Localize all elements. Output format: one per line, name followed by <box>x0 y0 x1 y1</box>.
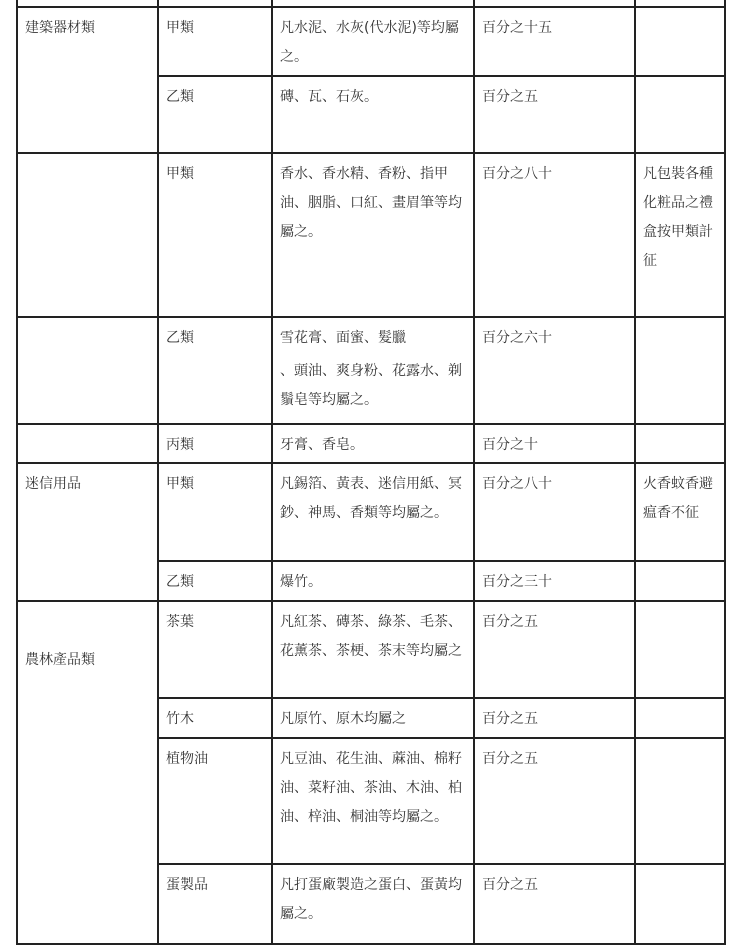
note-cell <box>635 317 725 424</box>
description-cell: 凡原竹、原木均屬之 <box>272 698 474 738</box>
rate-cell <box>474 0 635 7</box>
category-cell <box>17 0 158 7</box>
description-line: 雪花膏、面蜜、髮臘 <box>280 330 406 346</box>
subclass-cell: 乙類 <box>158 561 272 601</box>
note-cell <box>635 601 725 698</box>
category-label: 農林產品類 <box>25 652 95 668</box>
note-cell <box>635 76 725 153</box>
rate-cell: 百分之十 <box>474 424 635 463</box>
rate-cell: 百分之六十 <box>474 317 635 424</box>
rate-cell: 百分之三十 <box>474 561 635 601</box>
note-cell: 凡包裝各種化粧品之禮盒按甲類計征 <box>635 153 725 317</box>
note-cell <box>635 561 725 601</box>
table-row <box>17 424 725 463</box>
note-cell <box>635 698 725 738</box>
category-cell: 建築器材類 <box>17 7 158 153</box>
tax-rate-table <box>16 0 726 945</box>
category-cell: 迷信用品 <box>17 463 158 601</box>
rate-cell: 百分之十五 <box>474 7 635 76</box>
subclass-cell: 植物油 <box>158 738 272 864</box>
rate-cell: 百分之五 <box>474 601 635 698</box>
subclass-cell: 丙類 <box>158 424 272 463</box>
rate-cell: 百分之五 <box>474 738 635 864</box>
tax-rate-table-container <box>16 0 724 945</box>
table-row <box>17 7 725 76</box>
note-cell <box>635 7 725 76</box>
description-cell: 凡打蛋廠製造之蛋白、蛋黃均屬之。 <box>272 864 474 944</box>
subclass-cell: 乙類 <box>158 76 272 153</box>
description-cell: 凡豆油、花生油、蔴油、棉籽油、菜籽油、茶油、木油、柏油、梓油、桐油等均屬之。 <box>272 738 474 864</box>
note-cell: 火香蚊香避瘟香不征 <box>635 463 725 561</box>
subclass-cell: 蛋製品 <box>158 864 272 944</box>
category-cell <box>17 317 158 424</box>
subclass-cell: 甲類 <box>158 463 272 561</box>
table-row <box>17 463 725 561</box>
note-cell <box>635 864 725 944</box>
rate-cell: 百分之八十 <box>474 463 635 561</box>
description-cell: 凡紅茶、磚茶、綠茶、毛茶、花薰茶、茶梗、茶末等均屬之 <box>272 601 474 698</box>
description-cell: 牙膏、香皂。 <box>272 424 474 463</box>
subclass-cell: 甲類 <box>158 153 272 317</box>
rate-cell: 百分之五 <box>474 698 635 738</box>
category-cell <box>17 601 158 944</box>
description-cell <box>272 0 474 7</box>
subclass-cell: 茶葉 <box>158 601 272 698</box>
rate-cell: 百分之八十 <box>474 153 635 317</box>
table-row <box>17 153 725 317</box>
description-cell: 凡錫箔、黃表、迷信用紙、冥鈔、神馬、香類等均屬之。 <box>272 463 474 561</box>
note-cell <box>635 738 725 864</box>
rate-cell: 百分之五 <box>474 864 635 944</box>
note-cell <box>635 0 725 7</box>
description-cell: 凡水泥、水灰(代水泥)等均屬之。 <box>272 7 474 76</box>
category-cell <box>17 153 158 317</box>
subclass-cell: 乙類 <box>158 317 272 424</box>
subclass-cell: 甲類 <box>158 7 272 76</box>
description-line: 、頭油、爽身粉、花露水、剃鬚皂等均屬之。 <box>280 363 462 408</box>
subclass-cell <box>158 0 272 7</box>
description-cell: 爆竹。 <box>272 561 474 601</box>
description-cell <box>272 317 474 424</box>
rate-cell: 百分之五 <box>474 76 635 153</box>
description-cell: 香水、香水精、香粉、指甲油、胭脂、口紅、畫眉筆等均屬之。 <box>272 153 474 317</box>
table-row <box>17 317 725 424</box>
table-row <box>17 0 725 7</box>
note-cell <box>635 424 725 463</box>
subclass-cell: 竹木 <box>158 698 272 738</box>
description-cell: 磚、瓦、石灰。 <box>272 76 474 153</box>
table-row <box>17 601 725 698</box>
category-cell <box>17 424 158 463</box>
